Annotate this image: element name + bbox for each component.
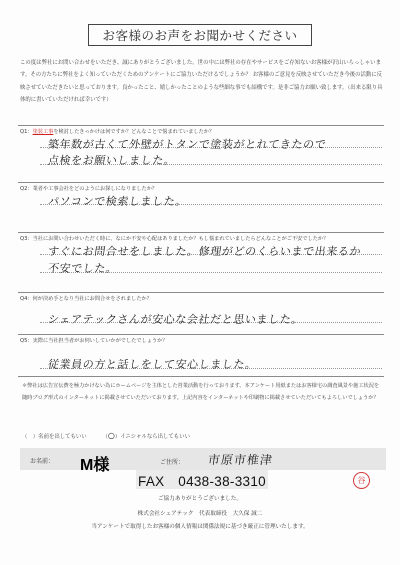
fax-number: FAX 0438-38-3310 (136, 470, 268, 489)
thanks-text: ご協力ありがとうございました。 (158, 496, 242, 502)
question-4 (18, 292, 384, 332)
intro-text: この度は弊社にお問い合わせをいただき、誠にありがとうございました。世の中には弊社の存在やサービスをご存知ないお客様が沢山いらっしゃいます。その方たちに弊社をよく知っていただくためのアンケートにご協力いただけるでしょうか？ お客様のご意見を反映させていただき今後の活動に反映させていただきたいと思っております。良かったこと、嬉しかったことのような些細な事でも結構です。是非ご協力お願い致します。（出来る限り具体的に書いていただければ幸いです） (20, 60, 383, 103)
answer-4-line-1: シェアテックさんが安心な会社だと思いました。 (47, 313, 304, 326)
publication-notice: ＊弊社は広告宣伝費を極力かけない為にホームページを主体とした営業活動を行っております。本アンケート用紙またはお客様宅の調査風景や施工状況を随時ブログ形式のインターネットに掲載させていただいております。上記内容をインターネットや印刷物に掲載させていただいてもよろしいでしょうか？ (22, 383, 380, 401)
privacy-notice: 当アンケートで取得したお客様の個人情報は関係法規に基づき厳正に管理いたします。 (91, 524, 309, 530)
question-5 (18, 334, 384, 376)
consent-options (22, 431, 204, 440)
divider (18, 376, 384, 377)
consent-option-full-name[interactable]: （ ）名前を出してもいい (22, 434, 87, 440)
question-5-label: Q5：実際に当社担当者がお伺いしていかがでしたでしょうか？ (20, 338, 168, 344)
customer-name: M様 (80, 457, 110, 474)
answer-2-line-1: パソコンで検索しました。 (47, 195, 188, 208)
answer-3-line-1: すぐにお問合せをしました。修理がどのくらいまで出来るか (47, 245, 363, 258)
question-2-label: Q2：業者や工事会社をどのようにお探しになりましたか？ (20, 186, 158, 192)
answer-3-line-2: 不安でした。 (47, 262, 119, 275)
customer-address: 市原市椎津 (206, 453, 274, 467)
address-label: ご住所： (160, 459, 185, 466)
consent-option-initials[interactable]: （○）イニシャルなら出してもいい (102, 431, 190, 440)
answer-5-line-1: 従業員の方と話しをして安心しました。 (47, 358, 258, 371)
question-3-label: Q3：当社にお問い合わせいただく時に、なにか不安や心配はありましたか？もし悩まれていましたらどんなことがご不安でしたか？ (20, 236, 329, 242)
answer-1-line-2: 点検をお願いしました。 (47, 154, 177, 167)
company-name: 株式会社シェアテック 代表取締役 大久保 誠二 (137, 511, 263, 517)
question-4-label: Q4：何が決め手となり当社にお問合せをされましたか？ (20, 296, 152, 302)
page-title: お客様のお声をお聞かせください (88, 24, 312, 46)
answer-1-line-1: 築年数が古くて外壁がトタンで塗装がとれてきたので (47, 138, 328, 151)
seal-stamp-icon: 谷 (353, 472, 370, 489)
question-1-label: Q1：塗装工事を検討したきっかけは何ですか？どんなことで悩まれていましたか？ (20, 129, 215, 135)
question-3 (18, 232, 384, 290)
customer-info-row (20, 448, 386, 474)
circle-check-mark: ○ (107, 431, 115, 440)
name-label: お名前： (30, 458, 55, 465)
question-1 (18, 125, 384, 180)
question-2 (18, 182, 384, 230)
